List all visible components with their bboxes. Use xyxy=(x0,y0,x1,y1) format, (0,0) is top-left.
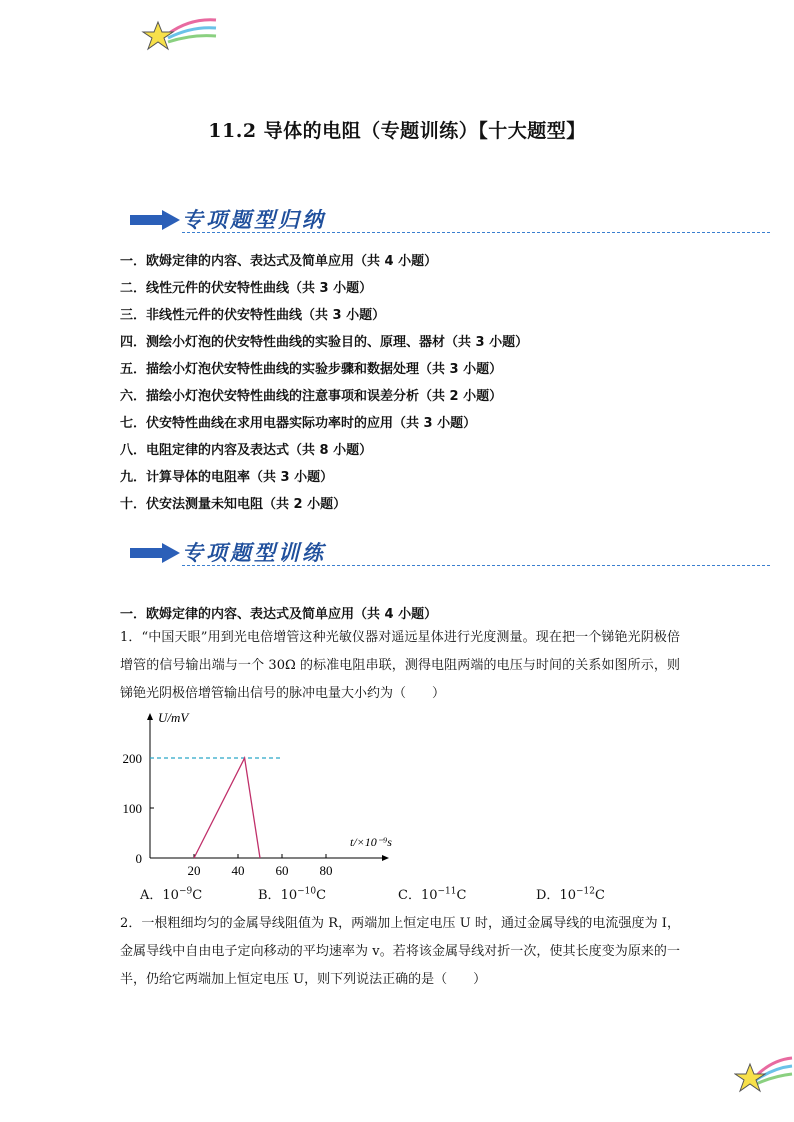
question-2-text: 2．一根粗细均匀的金属导线阻值为 R，两端加上恒定电压 U 时，通过金属导线的电流强度为 I，金属导线中自由电子定向移动的平均速率为 v。若将该金属导线对折一次，使其长度变为原来的一半，仍给它两端加上恒定电压 U，则下列说法正确的是（ ） xyxy=(120,916,680,987)
x-tick-label: 60 xyxy=(275,863,289,878)
dashed-rule xyxy=(182,232,770,233)
y-tick-label: 100 xyxy=(122,801,142,816)
section-banner-training xyxy=(130,537,770,567)
x-axis-label: t/×10⁻⁹s xyxy=(350,835,392,849)
series-line xyxy=(194,758,260,858)
choice-b[interactable]: B．$10^{-10}C$ xyxy=(258,886,327,903)
shooting-star-icon xyxy=(734,1050,794,1100)
question-1-text: 1．“中国天眼”用到光电倍增管这种光敏仪器对遥远星体进行光度测量。现在把一个锑铯光阴极倍增管的信号输出端与一个 30Ω 的标准电阻串联，测得电阻两端的电压与时间的关系如图所示，则锑铯光阴极倍增管输出信号的脉冲电量大小约为（ ） xyxy=(120,630,680,701)
page-title: 11.2 导体的电阻（专题训练）【十大题型】 xyxy=(208,120,586,142)
toc-item[interactable]: 五．描绘小灯泡伏安特性曲线的实验步骤和数据处理（共 3 小题） xyxy=(120,362,503,377)
dashed-rule xyxy=(182,565,770,566)
choice-c[interactable]: C．$10^{-11}C$ xyxy=(398,886,467,903)
choice-a[interactable]: A．$10^{-9}C$ xyxy=(140,886,203,903)
y-axis-label: U/mV xyxy=(158,710,189,725)
section-banner-summary xyxy=(130,204,770,234)
shooting-star-icon xyxy=(140,16,220,58)
toc-item[interactable]: 一．欧姆定律的内容、表达式及简单应用（共 4 小题） xyxy=(120,254,438,269)
toc-item[interactable]: 十．伏安法测量未知电阻（共 2 小题） xyxy=(120,497,347,512)
x-axis-arrow xyxy=(382,855,389,861)
toc-item[interactable]: 八．电阻定律的内容及表达式（共 8 小题） xyxy=(120,443,373,458)
arrow-right-icon xyxy=(130,543,180,563)
y-tick-label: 0 xyxy=(135,851,142,866)
y-axis-arrow xyxy=(147,713,153,720)
section-label: 专项题型归纳 xyxy=(182,208,326,232)
x-tick-label: 40 xyxy=(231,863,245,878)
toc-item[interactable]: 四．测绘小灯泡的伏安特性曲线的实验目的、原理、器材（共 3 小题） xyxy=(120,335,529,350)
toc-item[interactable]: 七．伏安特性曲线在求用电器实际功率时的应用（共 3 小题） xyxy=(120,416,477,431)
y-tick-label: 200 xyxy=(122,751,142,766)
section-label: 专项题型训练 xyxy=(182,541,326,565)
toc-item[interactable]: 六．描绘小灯泡伏安特性曲线的注意事项和误差分析（共 2 小题） xyxy=(120,389,503,404)
x-tick-label: 80 xyxy=(319,863,333,878)
toc-item[interactable]: 九．计算导体的电阻率（共 3 小题） xyxy=(120,470,334,485)
arrow-right-icon xyxy=(130,210,180,230)
part-heading: 一．欧姆定律的内容、表达式及简单应用（共 4 小题） xyxy=(120,607,438,622)
x-tick-label: 20 xyxy=(187,863,201,878)
choice-d[interactable]: D．$10^{-12}C$ xyxy=(536,886,605,903)
voltage-time-chart xyxy=(110,708,400,878)
toc-item[interactable]: 三．非线性元件的伏安特性曲线（共 3 小题） xyxy=(120,308,386,323)
toc-item[interactable]: 二．线性元件的伏安特性曲线（共 3 小题） xyxy=(120,281,373,296)
